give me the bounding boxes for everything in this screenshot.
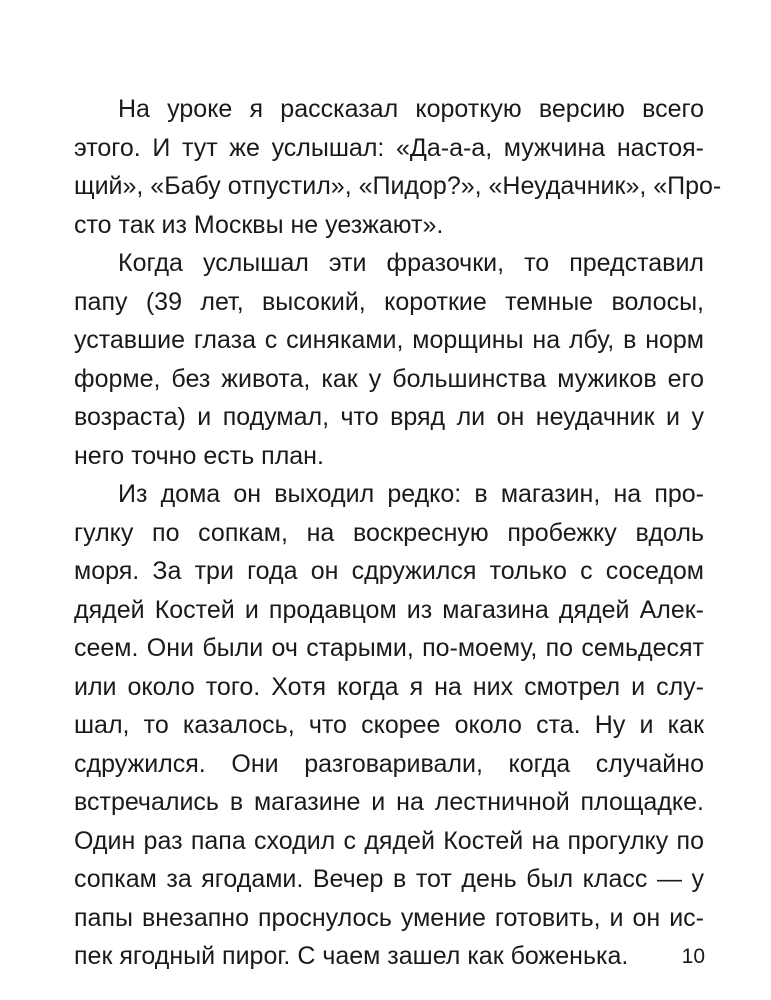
text-line: гулку по сопкам, на воскресную пробежку вдоль xyxy=(74,518,704,547)
text-line: встречались в магазине и на лестничной площадке. xyxy=(74,788,704,816)
text-line: пек ягодный пирог. С чаем зашел как боженька. xyxy=(74,942,629,970)
text-line: моря. За три года он сдружился только с соседом xyxy=(74,557,704,585)
text-line: сеем. Они были оч старыми, по-моему, по семьдесят xyxy=(74,634,704,662)
text-line: сопкам за ягодами. Вечер в тот день был класс — у xyxy=(74,865,704,893)
text-line: дядей Костей и продавцом из магазина дядей Алек- xyxy=(74,595,704,624)
text-line: форме, без живота, как у большинства мужиков его xyxy=(74,364,704,393)
text-line: сто так из Москвы не уезжают». xyxy=(74,210,444,239)
text-line: этого. И тут же услышал: «Да-а-а, мужчина настоя- xyxy=(74,133,704,162)
text-line: Один раз папа сходил с дядей Костей на прогулку по xyxy=(74,826,704,855)
text-line: уставшие глаза с синяками, морщины на лбу, в норм xyxy=(74,326,704,354)
text-line: папу (39 лет, высокий, короткие темные волосы, xyxy=(74,287,704,316)
text-line: Из дома он выходил редко: в магазин, на про- xyxy=(118,480,704,508)
text-line: или около того. Хотя когда я на них смотрел и слу- xyxy=(74,672,704,701)
text-line: На уроке я рассказал короткую версию всего xyxy=(118,95,704,123)
text-line: Когда услышал эти фразочки, то представил xyxy=(118,249,704,277)
text-line: возраста) и подумал, что вряд ли он неудачник и у xyxy=(74,403,704,431)
body-text xyxy=(74,90,722,976)
page-number: 10 xyxy=(681,945,705,968)
text-line: щий», «Бабу отпустил», «Пидор?», «Неудачник», «Про- xyxy=(74,172,722,200)
text-line: папы внезапно проснулось умение готовить, и он ис- xyxy=(74,903,704,932)
text-line: него точно есть план. xyxy=(74,441,324,470)
text-line: сдружился. Они разговаривали, когда случайно xyxy=(74,749,704,778)
text-line: шал, то казалось, что скорее около ста. Ну и как xyxy=(74,711,704,739)
